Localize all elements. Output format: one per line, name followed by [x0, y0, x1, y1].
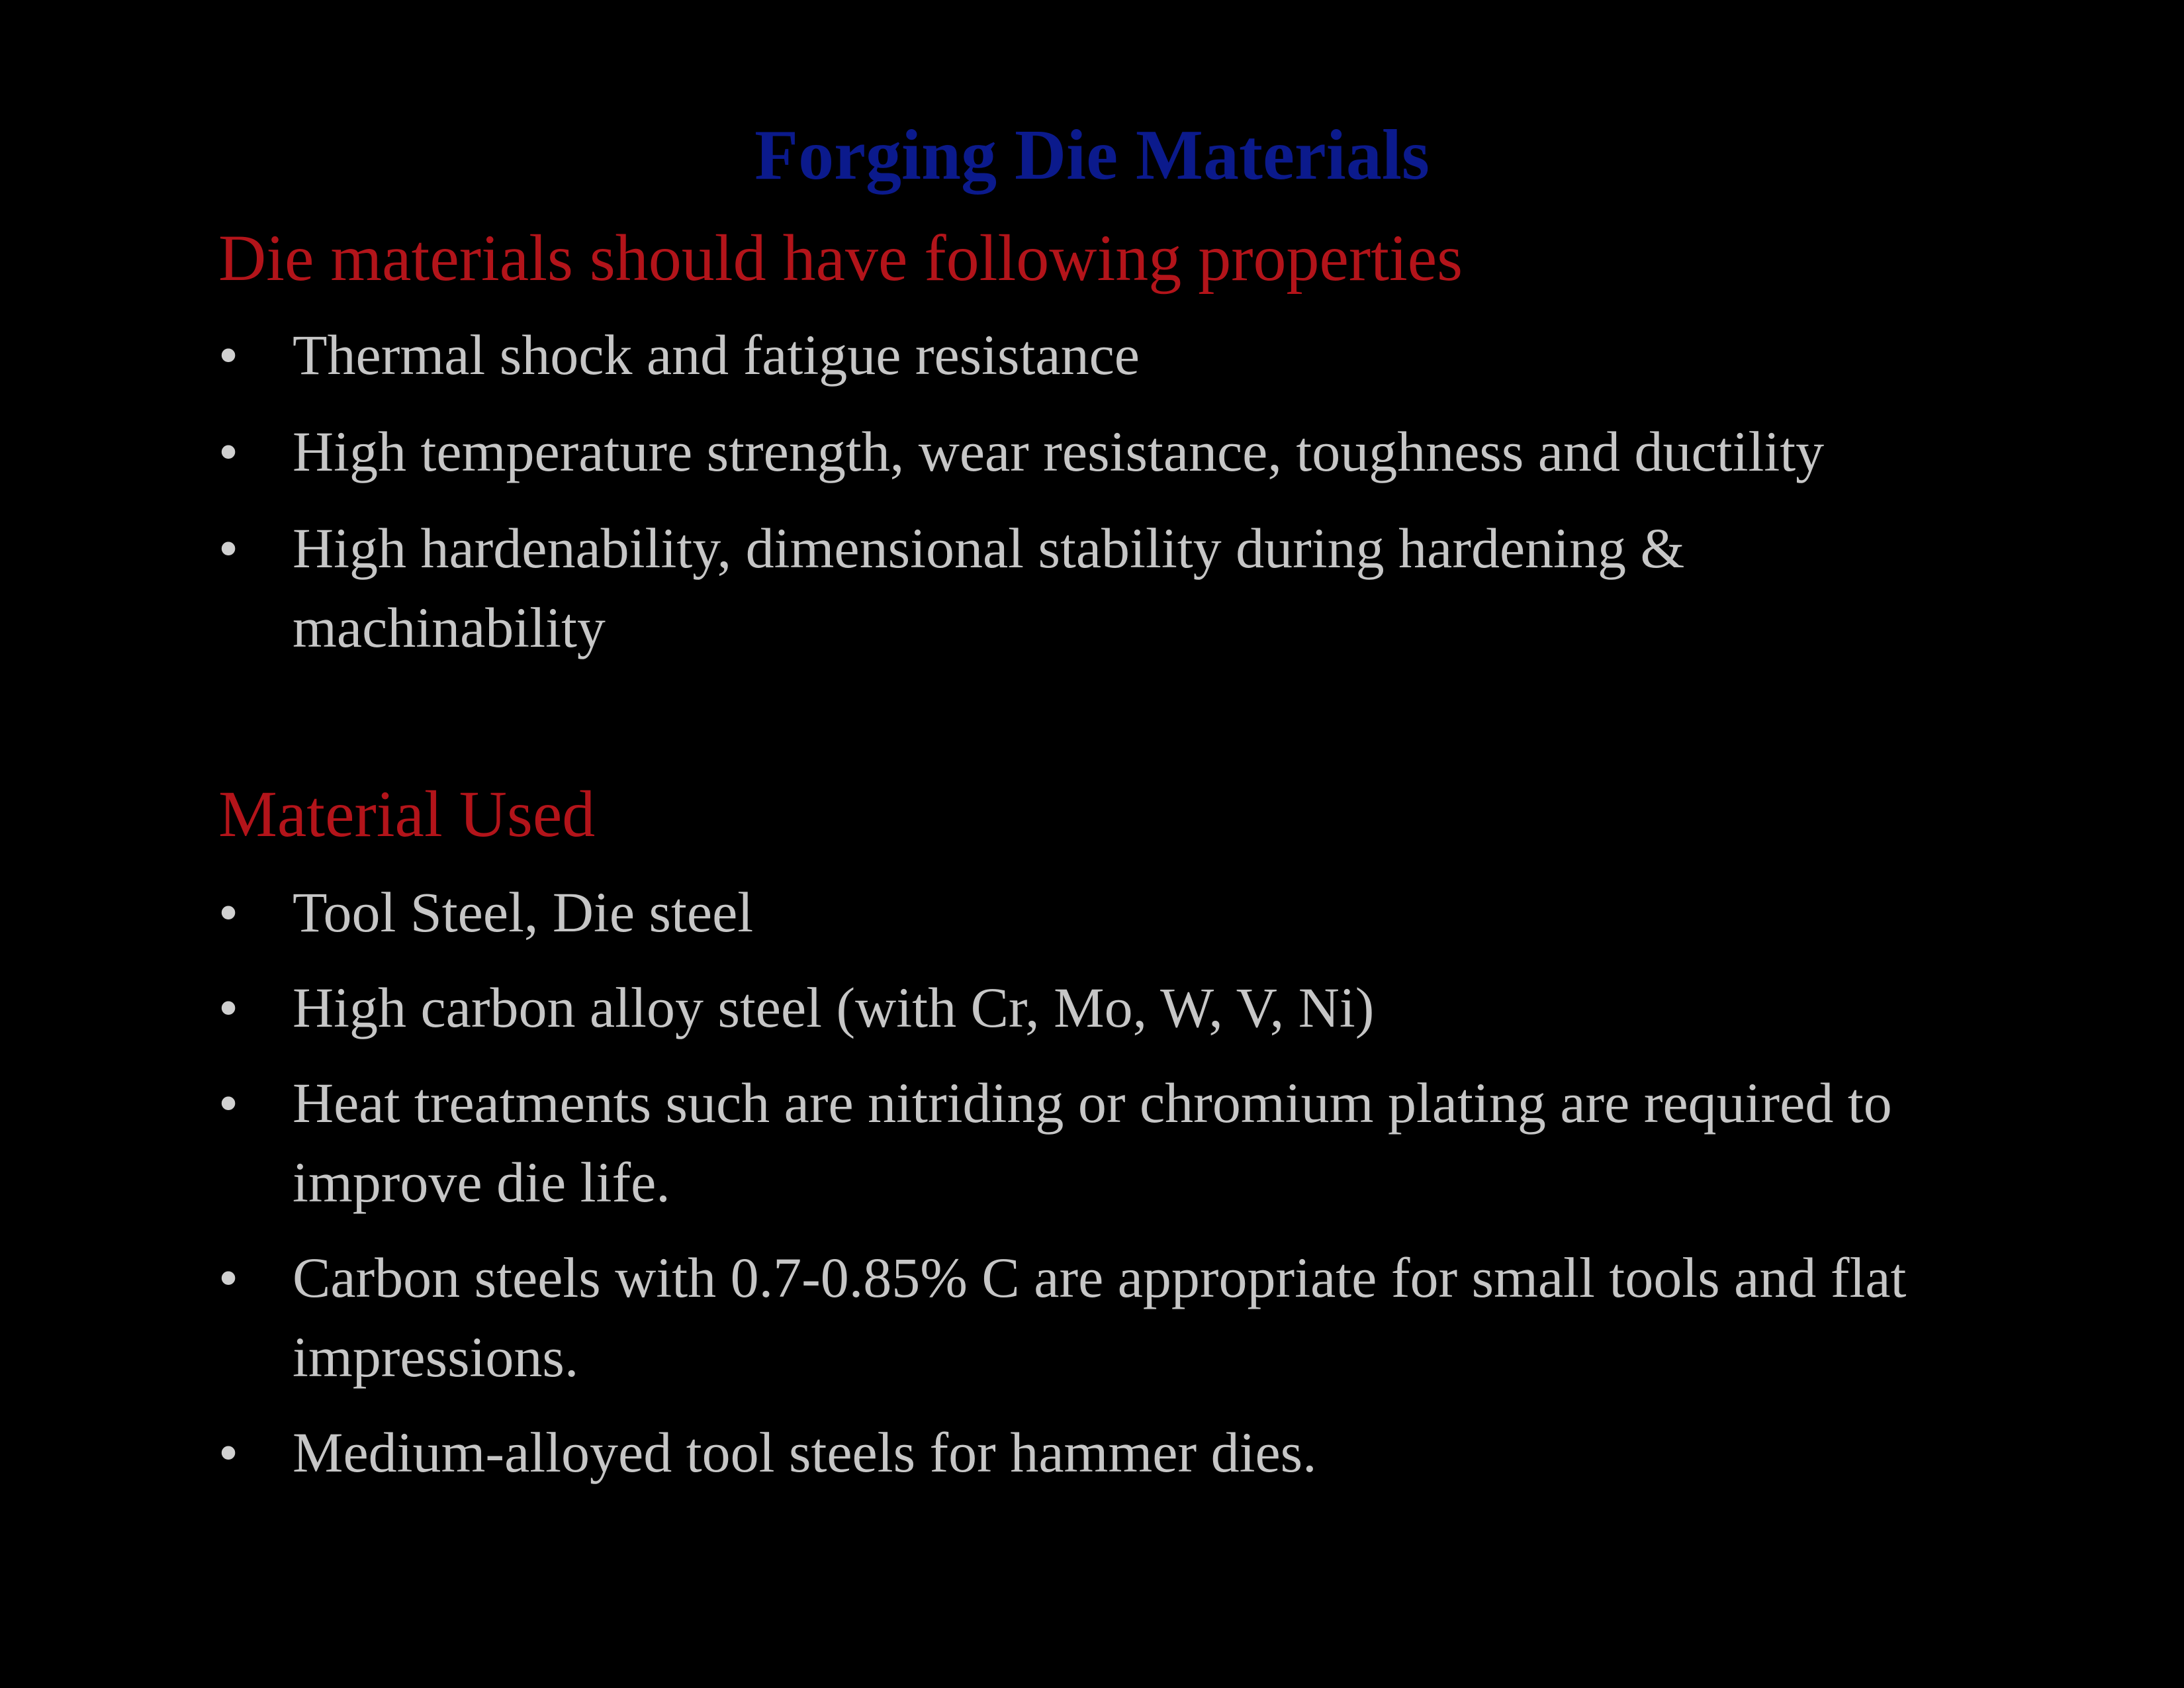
bullet-text: High temperature strength, wear resistance, toughness and ductility	[293, 420, 1825, 483]
bullet-item	[218, 1238, 2038, 1397]
section-heading: Material Used	[218, 777, 596, 851]
bullet-text: High carbon alloy steel (with Cr, Mo, W, V, Ni)	[293, 976, 1375, 1039]
bullet-icon: •	[218, 323, 239, 387]
bullet-text: Carbon steels with 0.7-0.85% C are appropriate for small tools and flat impressions.	[293, 1246, 1907, 1389]
bullet-icon: •	[218, 516, 239, 580]
bullet-item	[218, 508, 1939, 667]
bullet-text: High hardenability, dimensional stability during hardening & machinability	[293, 516, 1685, 659]
bullet-icon: •	[218, 880, 239, 944]
section-properties	[218, 218, 2005, 684]
bullet-icon: •	[218, 976, 239, 1039]
section-heading: Die materials should have following properties	[218, 221, 1463, 295]
bullet-item	[218, 1063, 1939, 1222]
bullet-item	[218, 872, 1939, 952]
bullet-text: Medium-alloyed tool steels for hammer dies.	[293, 1421, 1317, 1484]
bullet-text: Heat treatments such are nitriding or chromium plating are required to improve die life.	[293, 1071, 1892, 1214]
slide-title: Forging Die Materials	[754, 116, 1430, 195]
bullet-icon: •	[218, 1246, 239, 1309]
section-material-used	[218, 774, 2005, 1508]
bullet-item	[218, 315, 1939, 395]
bullet-item	[218, 1413, 1939, 1492]
bullet-icon: •	[218, 1071, 239, 1135]
bullet-text: Thermal shock and fatigue resistance	[293, 323, 1140, 387]
bullet-icon: •	[218, 1421, 239, 1484]
bullet-text: Tool Steel, Die steel	[293, 880, 754, 944]
bullet-item	[218, 968, 1939, 1047]
bullet-item	[218, 412, 1939, 491]
bullet-icon: •	[218, 420, 239, 483]
bullet-list	[218, 315, 2005, 667]
bullet-list	[218, 872, 2005, 1492]
